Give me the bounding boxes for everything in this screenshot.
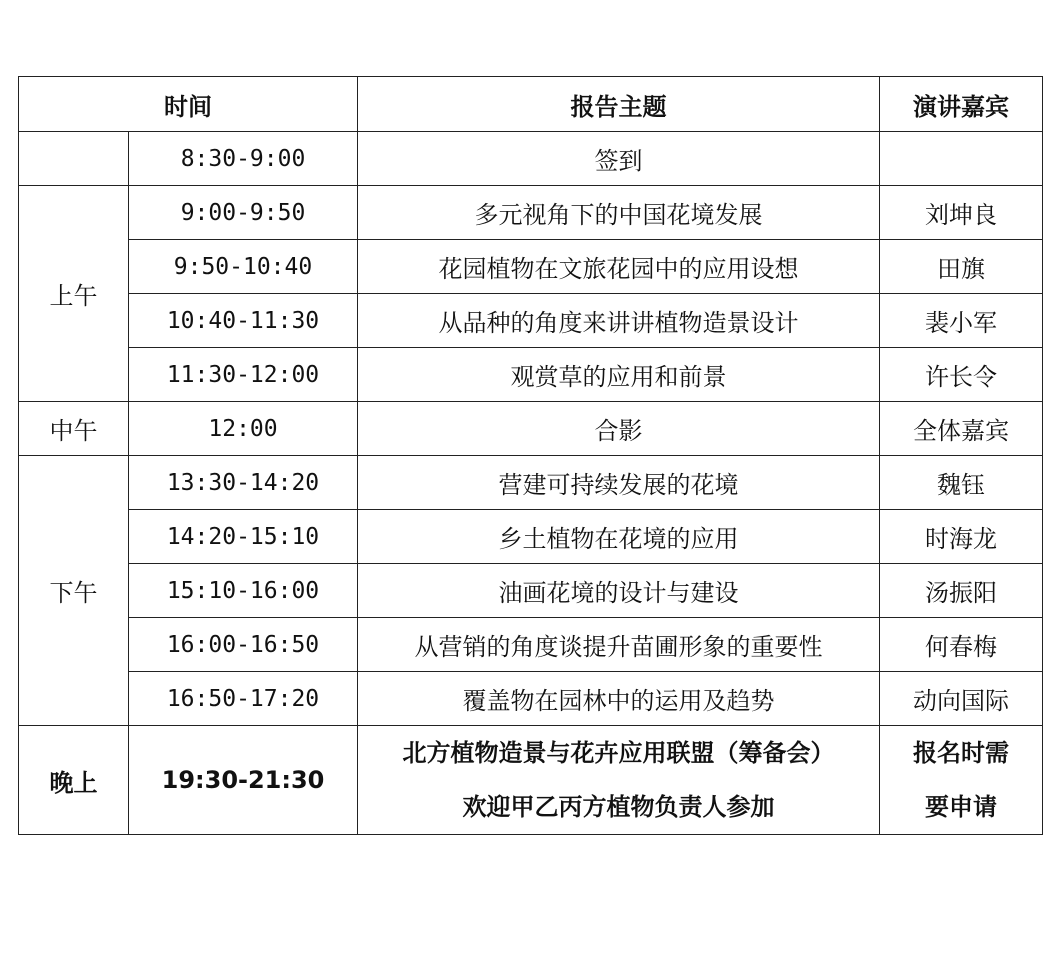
topic-cell: 签到 (358, 132, 880, 186)
speaker-line-2: 要申请 (925, 793, 997, 821)
speaker-cell: 动向国际 (880, 672, 1043, 726)
topic-cell: 从营销的角度谈提升苗圃形象的重要性 (358, 618, 880, 672)
topic-cell: 合影 (358, 402, 880, 456)
time-cell: 13:30-14:20 (129, 456, 358, 510)
period-cell-afternoon: 下午 (19, 456, 129, 726)
topic-cell: 覆盖物在园林中的运用及趋势 (358, 672, 880, 726)
time-cell: 19:30-21:30 (129, 726, 358, 835)
speaker-cell: 时海龙 (880, 510, 1043, 564)
time-cell: 10:40-11:30 (129, 294, 358, 348)
time-cell: 9:00-9:50 (129, 186, 358, 240)
table-row (19, 294, 1043, 348)
speaker-cell: 全体嘉宾 (880, 402, 1043, 456)
period-cell-morning: 上午 (19, 186, 129, 402)
table-row (19, 402, 1043, 456)
period-cell-empty (19, 132, 129, 186)
time-cell: 11:30-12:00 (129, 348, 358, 402)
topic-cell: 多元视角下的中国花境发展 (358, 186, 880, 240)
table-row (19, 348, 1043, 402)
topic-cell: 乡土植物在花境的应用 (358, 510, 880, 564)
header-speaker: 演讲嘉宾 (880, 77, 1043, 132)
speaker-cell (880, 726, 1043, 835)
schedule-table (18, 76, 1043, 835)
topic-cell: 花园植物在文旅花园中的应用设想 (358, 240, 880, 294)
time-cell: 15:10-16:00 (129, 564, 358, 618)
topic-cell: 观赏草的应用和前景 (358, 348, 880, 402)
table-row (19, 132, 1043, 186)
header-time: 时间 (19, 77, 358, 132)
period-cell-noon: 中午 (19, 402, 129, 456)
time-cell: 9:50-10:40 (129, 240, 358, 294)
topic-cell: 油画花境的设计与建设 (358, 564, 880, 618)
topic-cell: 营建可持续发展的花境 (358, 456, 880, 510)
header-topic: 报告主题 (358, 77, 880, 132)
speaker-cell: 何春梅 (880, 618, 1043, 672)
table-row (19, 564, 1043, 618)
table-row (19, 618, 1043, 672)
time-cell: 8:30-9:00 (129, 132, 358, 186)
time-cell: 16:00-16:50 (129, 618, 358, 672)
topic-line-1: 北方植物造景与花卉应用联盟（筹备会） (402, 739, 835, 767)
topic-line-2: 欢迎甲乙丙方植物负责人参加 (462, 793, 775, 821)
speaker-cell (880, 132, 1043, 186)
table-header-row (19, 77, 1043, 132)
table-row (19, 510, 1043, 564)
speaker-cell: 魏钰 (880, 456, 1043, 510)
speaker-cell: 许长令 (880, 348, 1043, 402)
time-cell: 12:00 (129, 402, 358, 456)
speaker-line-1: 报名时需 (913, 739, 1009, 767)
table-row (19, 456, 1043, 510)
table-row-evening (19, 726, 1043, 835)
period-cell-evening: 晚上 (19, 726, 129, 835)
speaker-cell: 裴小军 (880, 294, 1043, 348)
table-row (19, 672, 1043, 726)
topic-cell (358, 726, 880, 835)
time-cell: 16:50-17:20 (129, 672, 358, 726)
speaker-cell: 汤振阳 (880, 564, 1043, 618)
speaker-cell: 田旗 (880, 240, 1043, 294)
time-cell: 14:20-15:10 (129, 510, 358, 564)
table-row (19, 240, 1043, 294)
topic-cell: 从品种的角度来讲讲植物造景设计 (358, 294, 880, 348)
speaker-cell: 刘坤良 (880, 186, 1043, 240)
table-row (19, 186, 1043, 240)
